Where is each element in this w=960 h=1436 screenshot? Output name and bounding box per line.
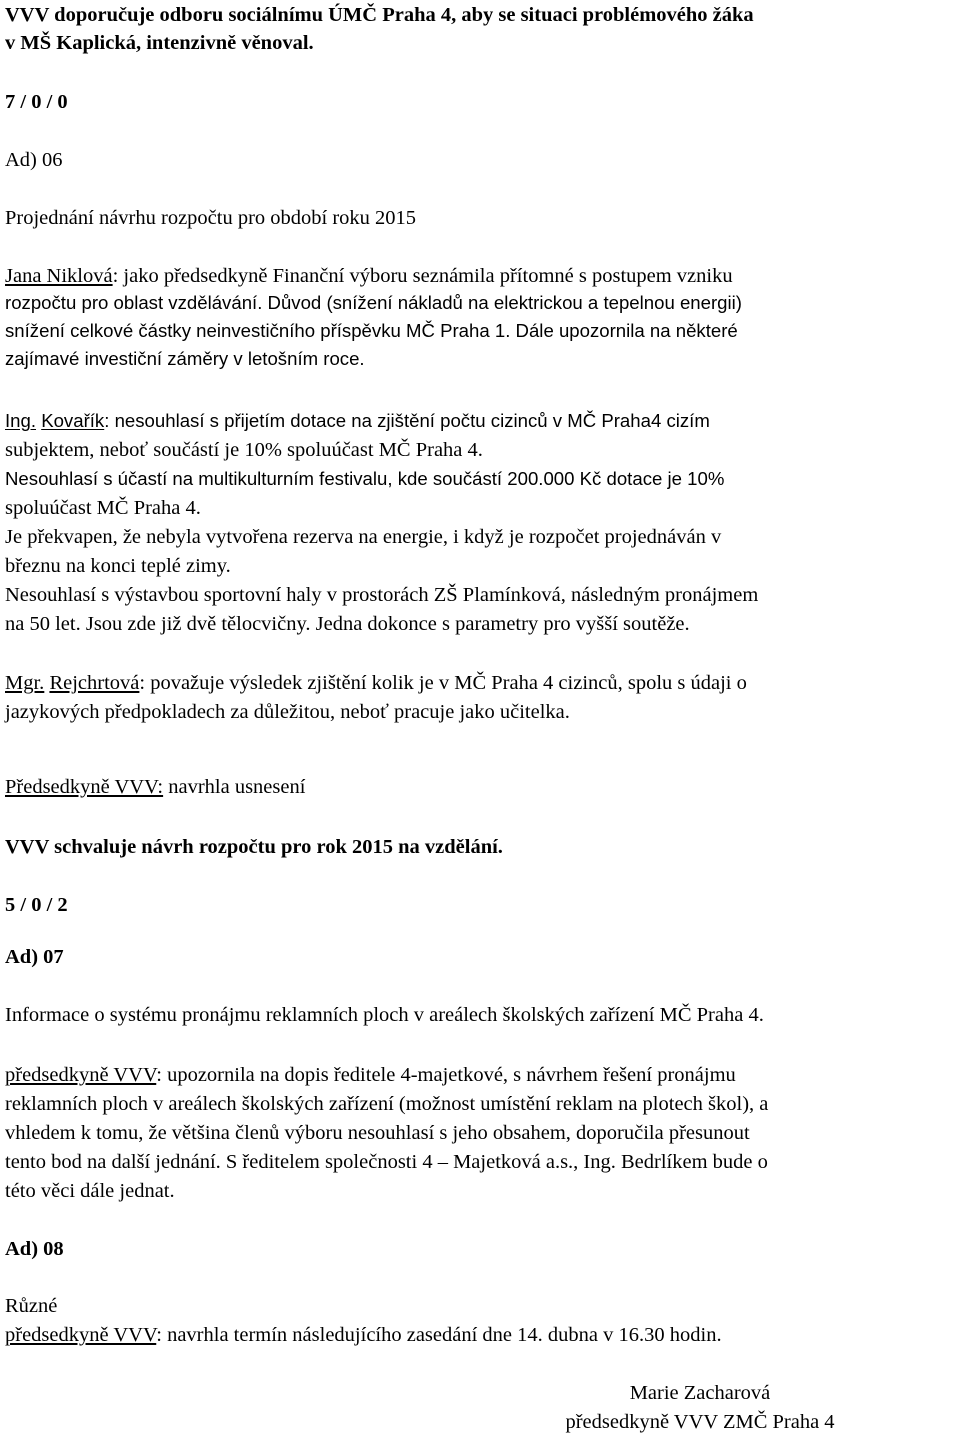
text-run: Nesouhlasí s účastí na multikulturním festivalu, kde součástí 200.000 Kč dotace je 10% (5, 468, 725, 489)
chair-ad08-line (5, 1322, 954, 1348)
kovarik-line-4: spoluúčast MČ Praha 4. (5, 497, 201, 519)
speaker-title: Ing. (5, 410, 37, 431)
vote-result-2: 5 / 0 / 2 (5, 894, 68, 916)
speaker-name: předsedkyně VVV (5, 1324, 157, 1346)
text-run: : upozornila na dopis ředitele 4-majetkové, s návrhem řešení pronájmu (156, 1064, 736, 1086)
text-run: snížení celkové částky neinvestičního příspěvku MČ Praha 1. Dále upozornila na některé (5, 320, 738, 341)
resolution: VVV schvaluje návrh rozpočtu pro rok 2015 na vzdělání. (5, 836, 503, 858)
agenda-subject-ad-06: Projednání návrhu rozpočtu pro období roku 2015 (5, 207, 417, 229)
text-run: rozpočtu pro oblast vzdělávání. Důvod (snížení nákladů na elektrickou a tepelnou energii) (5, 292, 742, 313)
rejchrtova-line-1 (5, 670, 954, 696)
speaker-name: předsedkyně VVV (5, 1064, 157, 1086)
kovarik-line-3 (5, 466, 954, 492)
text-run: : považuje výsledek zjištění kolik je v MČ Praha 4 cizinců, spolu s údaji o (139, 672, 747, 694)
niklova-line-2 (5, 290, 954, 316)
signature-name: Marie Zacharová (629, 1382, 771, 1404)
kovarik-line-8: na 50 let. Jsou zde již dvě tělocvičny. Jedna dokonce s parametry pro vyšší soutěže. (5, 613, 690, 635)
vvv-recommendation-line-1 (5, 2, 954, 28)
speaker-name: Jana Niklová (5, 265, 113, 287)
proposal-line (5, 774, 954, 800)
kovarik-line-7: Nesouhlasí s výstavbou sportovní haly v prostorách ZŠ Plamínková, následným pronájmem (5, 584, 759, 606)
kovarik-line-2: subjektem, neboť součástí je 10% spoluúčast MČ Praha 4. (5, 439, 483, 461)
text-run: : nesouhlasí s přijetím dotace na zjištění počtu cizinců v MČ Praha4 cizím (104, 410, 710, 431)
agenda-subject-ad-07: Informace o systému pronájmu reklamních ploch v areálech školských zařízení MČ Praha 4. (5, 1004, 764, 1026)
agenda-heading-ad-07: Ad) 07 (5, 946, 64, 968)
vote-result-1: 7 / 0 / 0 (5, 91, 68, 113)
niklova-line-3 (5, 318, 954, 344)
chair-ad07-line-1 (5, 1062, 954, 1088)
text-run: : jako předsedkyně Finanční výboru seznámila přítomné s postupem vzniku (112, 265, 733, 287)
text-run: zajímavé investiční záměry v letošním roce. (5, 348, 365, 369)
chair-ad07-line-3: vhledem k tomu, že většina členů výboru nesouhlasí s jeho obsahem, doporučila přesunout (5, 1122, 750, 1144)
chair-ad07-line-4: tento bod na další jednání. S ředitelem společnosti 4 – Majetková a.s., Ing. Bedrlíkem bude o (5, 1151, 768, 1173)
niklova-line-4 (5, 346, 954, 372)
speaker-name: Rejchrtová (49, 672, 140, 694)
text-run: v MŠ Kaplická, intenzivně věnoval. (5, 32, 314, 54)
text-run: VVV doporučuje odboru sociálnímu ÚMČ Praha 4, aby se situaci problémového žáka (5, 4, 754, 26)
chair-ad07-line-2: reklamních ploch v areálech školských zařízení (možnost umístění reklam na plotech škol), a (5, 1093, 769, 1115)
speaker-name: Kovařík (41, 410, 105, 431)
vvv-recommendation-line-2 (5, 30, 954, 56)
agenda-subject-ad-08: Různé (5, 1295, 58, 1317)
agenda-heading-ad-08: Ad) 08 (5, 1238, 64, 1260)
signature-role: předsedkyně VVV ZMČ Praha 4 (565, 1411, 835, 1433)
niklova-line-1 (5, 263, 954, 289)
speaker-title: Mgr. (5, 672, 45, 694)
kovarik-line-6: březnu na konci teplé zimy. (5, 555, 231, 577)
rejchrtova-line-2: jazykových předpokladech za důležitou, neboť pracuje jako učitelka. (5, 701, 570, 723)
kovarik-line-1 (5, 408, 954, 434)
kovarik-line-5: Je překvapen, že nebyla vytvořena rezerva na energie, i když je rozpočet projednáván v (5, 526, 722, 548)
agenda-heading-ad-06: Ad) 06 (5, 149, 63, 171)
speaker-name: Předsedkyně VVV: (5, 776, 164, 798)
chair-ad07-line-5: této věci dále jednat. (5, 1180, 175, 1202)
text-run: navrhla usnesení (163, 776, 306, 798)
text-run: : navrhla termín následujícího zasedání dne 14. dubna v 16.30 hodin. (156, 1324, 722, 1346)
